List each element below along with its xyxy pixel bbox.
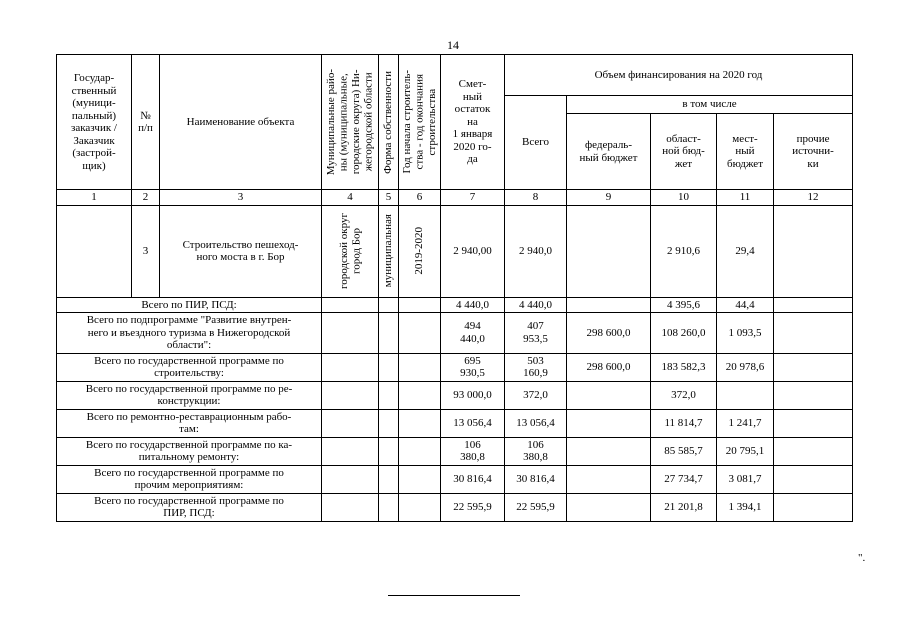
total-row-empty-cell <box>322 437 379 465</box>
column-number: 6 <box>399 190 441 206</box>
total-row-empty-cell <box>399 353 441 381</box>
total-row-empty-cell <box>379 381 399 409</box>
total-row-empty-cell <box>379 353 399 381</box>
total-row-local: 1 093,5 <box>717 313 774 354</box>
total-row-federal <box>567 493 651 521</box>
header-construction-years <box>399 55 441 190</box>
header-municipal-districts <box>322 55 379 190</box>
total-row-empty-cell <box>399 381 441 409</box>
total-row-other <box>774 409 853 437</box>
total-row <box>57 313 853 354</box>
total-row-empty-cell <box>399 493 441 521</box>
header-ownership <box>379 55 399 190</box>
object-ownership-text: муниципальная <box>382 214 395 288</box>
total-row <box>57 493 853 521</box>
total-row-label: Всего по государственной программе по прочим мероприятиям: <box>57 465 322 493</box>
column-number: 12 <box>774 190 853 206</box>
total-row-estimate: 106 380,8 <box>441 437 505 465</box>
total-row-federal <box>567 437 651 465</box>
total-row-empty-cell <box>379 493 399 521</box>
object-estimate: 2 940,00 <box>441 205 505 297</box>
total-row <box>57 465 853 493</box>
object-district <box>322 205 379 297</box>
column-number: 10 <box>651 190 717 206</box>
total-row-federal: 298 600,0 <box>567 313 651 354</box>
header-num: № п/п <box>132 55 160 190</box>
closing-quote-mark: ". <box>858 552 866 564</box>
total-row-local: 20 978,6 <box>717 353 774 381</box>
total-row-estimate: 695 930,5 <box>441 353 505 381</box>
header-row-1 <box>57 55 853 96</box>
object-name: Строительство пешеход- ного моста в г. Бор <box>160 205 322 297</box>
column-number: 5 <box>379 190 399 206</box>
total-row-label: Всего по государственной программе по ПИР, ПСД: <box>57 493 322 521</box>
total-row-total: 22 595,9 <box>505 493 567 521</box>
total-row-empty-cell <box>322 381 379 409</box>
column-number: 7 <box>441 190 505 206</box>
column-number: 2 <box>132 190 160 206</box>
total-row-estimate: 494 440,0 <box>441 313 505 354</box>
header-municipal-districts-text: Муниципальные райо- ны (муниципальные, городские округа) Ни- жегородской области <box>325 68 375 176</box>
total-row-other <box>774 381 853 409</box>
header-customer: Государ- ственный (муници- пальный) заказчик / Заказчик (застрой- щик) <box>57 55 132 190</box>
total-row-federal <box>567 297 651 313</box>
object-local: 29,4 <box>717 205 774 297</box>
total-row-other <box>774 297 853 313</box>
financing-table <box>56 54 853 522</box>
object-years-text: 2019-2020 <box>413 227 426 275</box>
total-row-local <box>717 381 774 409</box>
total-row-total: 407 953,5 <box>505 313 567 354</box>
total-row-regional: 85 585,7 <box>651 437 717 465</box>
total-row-federal <box>567 381 651 409</box>
header-local: мест- ный бюджет <box>717 114 774 190</box>
header-financing-volume: Объем финансирования на 2020 год <box>505 55 853 96</box>
object-district-text: городской округ город Бор <box>337 212 362 290</box>
total-row-other <box>774 493 853 521</box>
header-federal: федераль- ный бюджет <box>567 114 651 190</box>
total-row-regional: 4 395,6 <box>651 297 717 313</box>
total-row-empty-cell <box>399 409 441 437</box>
total-row-other <box>774 465 853 493</box>
total-row <box>57 297 853 313</box>
total-row-estimate: 93 000,0 <box>441 381 505 409</box>
total-row-empty-cell <box>399 465 441 493</box>
total-row-total: 106 380,8 <box>505 437 567 465</box>
total-row-other <box>774 437 853 465</box>
total-row-regional: 183 582,3 <box>651 353 717 381</box>
total-row-empty-cell <box>322 409 379 437</box>
total-row-empty-cell <box>379 465 399 493</box>
object-customer <box>57 205 132 297</box>
total-row-total: 4 440,0 <box>505 297 567 313</box>
total-row-other <box>774 313 853 354</box>
total-row-total: 13 056,4 <box>505 409 567 437</box>
column-number: 9 <box>567 190 651 206</box>
total-row-regional: 11 814,7 <box>651 409 717 437</box>
object-row <box>57 205 853 297</box>
total-row-empty-cell <box>322 493 379 521</box>
total-row-empty-cell <box>399 437 441 465</box>
header-regional: област- ной бюд- жет <box>651 114 717 190</box>
column-numbers-row <box>57 190 853 206</box>
total-row-empty-cell <box>379 409 399 437</box>
object-years <box>399 205 441 297</box>
total-row-estimate: 22 595,9 <box>441 493 505 521</box>
total-row-total: 503 160,9 <box>505 353 567 381</box>
total-row-label: Всего по ремонтно-реставрационным рабо- там: <box>57 409 322 437</box>
total-row-empty-cell <box>322 465 379 493</box>
footer-rule <box>388 595 520 596</box>
total-row-local: 1 241,7 <box>717 409 774 437</box>
column-number: 4 <box>322 190 379 206</box>
total-row-empty-cell <box>379 437 399 465</box>
object-regional: 2 910,6 <box>651 205 717 297</box>
object-ownership <box>379 205 399 297</box>
total-row <box>57 409 853 437</box>
total-row-label: Всего по государственной программе по ре- конструкции: <box>57 381 322 409</box>
total-row-regional: 27 734,7 <box>651 465 717 493</box>
total-row-federal <box>567 409 651 437</box>
header-other: прочие источни- ки <box>774 114 853 190</box>
column-number: 3 <box>160 190 322 206</box>
total-row-federal <box>567 465 651 493</box>
object-other <box>774 205 853 297</box>
page-number: 14 <box>447 38 459 52</box>
total-row-regional: 108 260,0 <box>651 313 717 354</box>
total-row-label: Всего по государственной программе по ка- питальному ремонту: <box>57 437 322 465</box>
object-total: 2 940,0 <box>505 205 567 297</box>
total-row-regional: 21 201,8 <box>651 493 717 521</box>
header-construction-years-text: Год начала строитель- ства - год окончания строительства <box>400 70 438 174</box>
header-estimate-balance: Смет- ный остаток на 1 января 2020 го- да <box>441 55 505 190</box>
total-row-empty-cell <box>322 313 379 354</box>
column-number: 1 <box>57 190 132 206</box>
total-row-estimate: 30 816,4 <box>441 465 505 493</box>
total-row-empty-cell <box>322 353 379 381</box>
total-row-estimate: 13 056,4 <box>441 409 505 437</box>
total-row-label: Всего по подпрограмме "Развитие внутрен- него и въездного туризма в Нижегородской области": <box>57 313 322 354</box>
total-row <box>57 353 853 381</box>
total-row-federal: 298 600,0 <box>567 353 651 381</box>
total-row-empty-cell <box>379 297 399 313</box>
total-row-empty-cell <box>399 297 441 313</box>
total-row-total: 372,0 <box>505 381 567 409</box>
column-number: 8 <box>505 190 567 206</box>
object-num: 3 <box>132 205 160 297</box>
header-ownership-text: Форма собственности <box>382 70 395 174</box>
total-row <box>57 381 853 409</box>
header-including: в том числе <box>567 96 853 114</box>
total-row-local: 1 394,1 <box>717 493 774 521</box>
total-row-empty-cell <box>379 313 399 354</box>
total-row-local: 20 795,1 <box>717 437 774 465</box>
total-row <box>57 437 853 465</box>
total-row-local: 44,4 <box>717 297 774 313</box>
total-row-empty-cell <box>399 313 441 354</box>
total-row-regional: 372,0 <box>651 381 717 409</box>
header-object-name: Наименование объекта <box>160 55 322 190</box>
total-row-empty-cell <box>322 297 379 313</box>
total-row-estimate: 4 440,0 <box>441 297 505 313</box>
total-row-other <box>774 353 853 381</box>
total-row-total: 30 816,4 <box>505 465 567 493</box>
total-row-label: Всего по ПИР, ПСД: <box>57 297 322 313</box>
column-number: 11 <box>717 190 774 206</box>
header-total: Всего <box>505 96 567 190</box>
total-row-label: Всего по государственной программе по строительству: <box>57 353 322 381</box>
total-row-local: 3 081,7 <box>717 465 774 493</box>
object-federal <box>567 205 651 297</box>
